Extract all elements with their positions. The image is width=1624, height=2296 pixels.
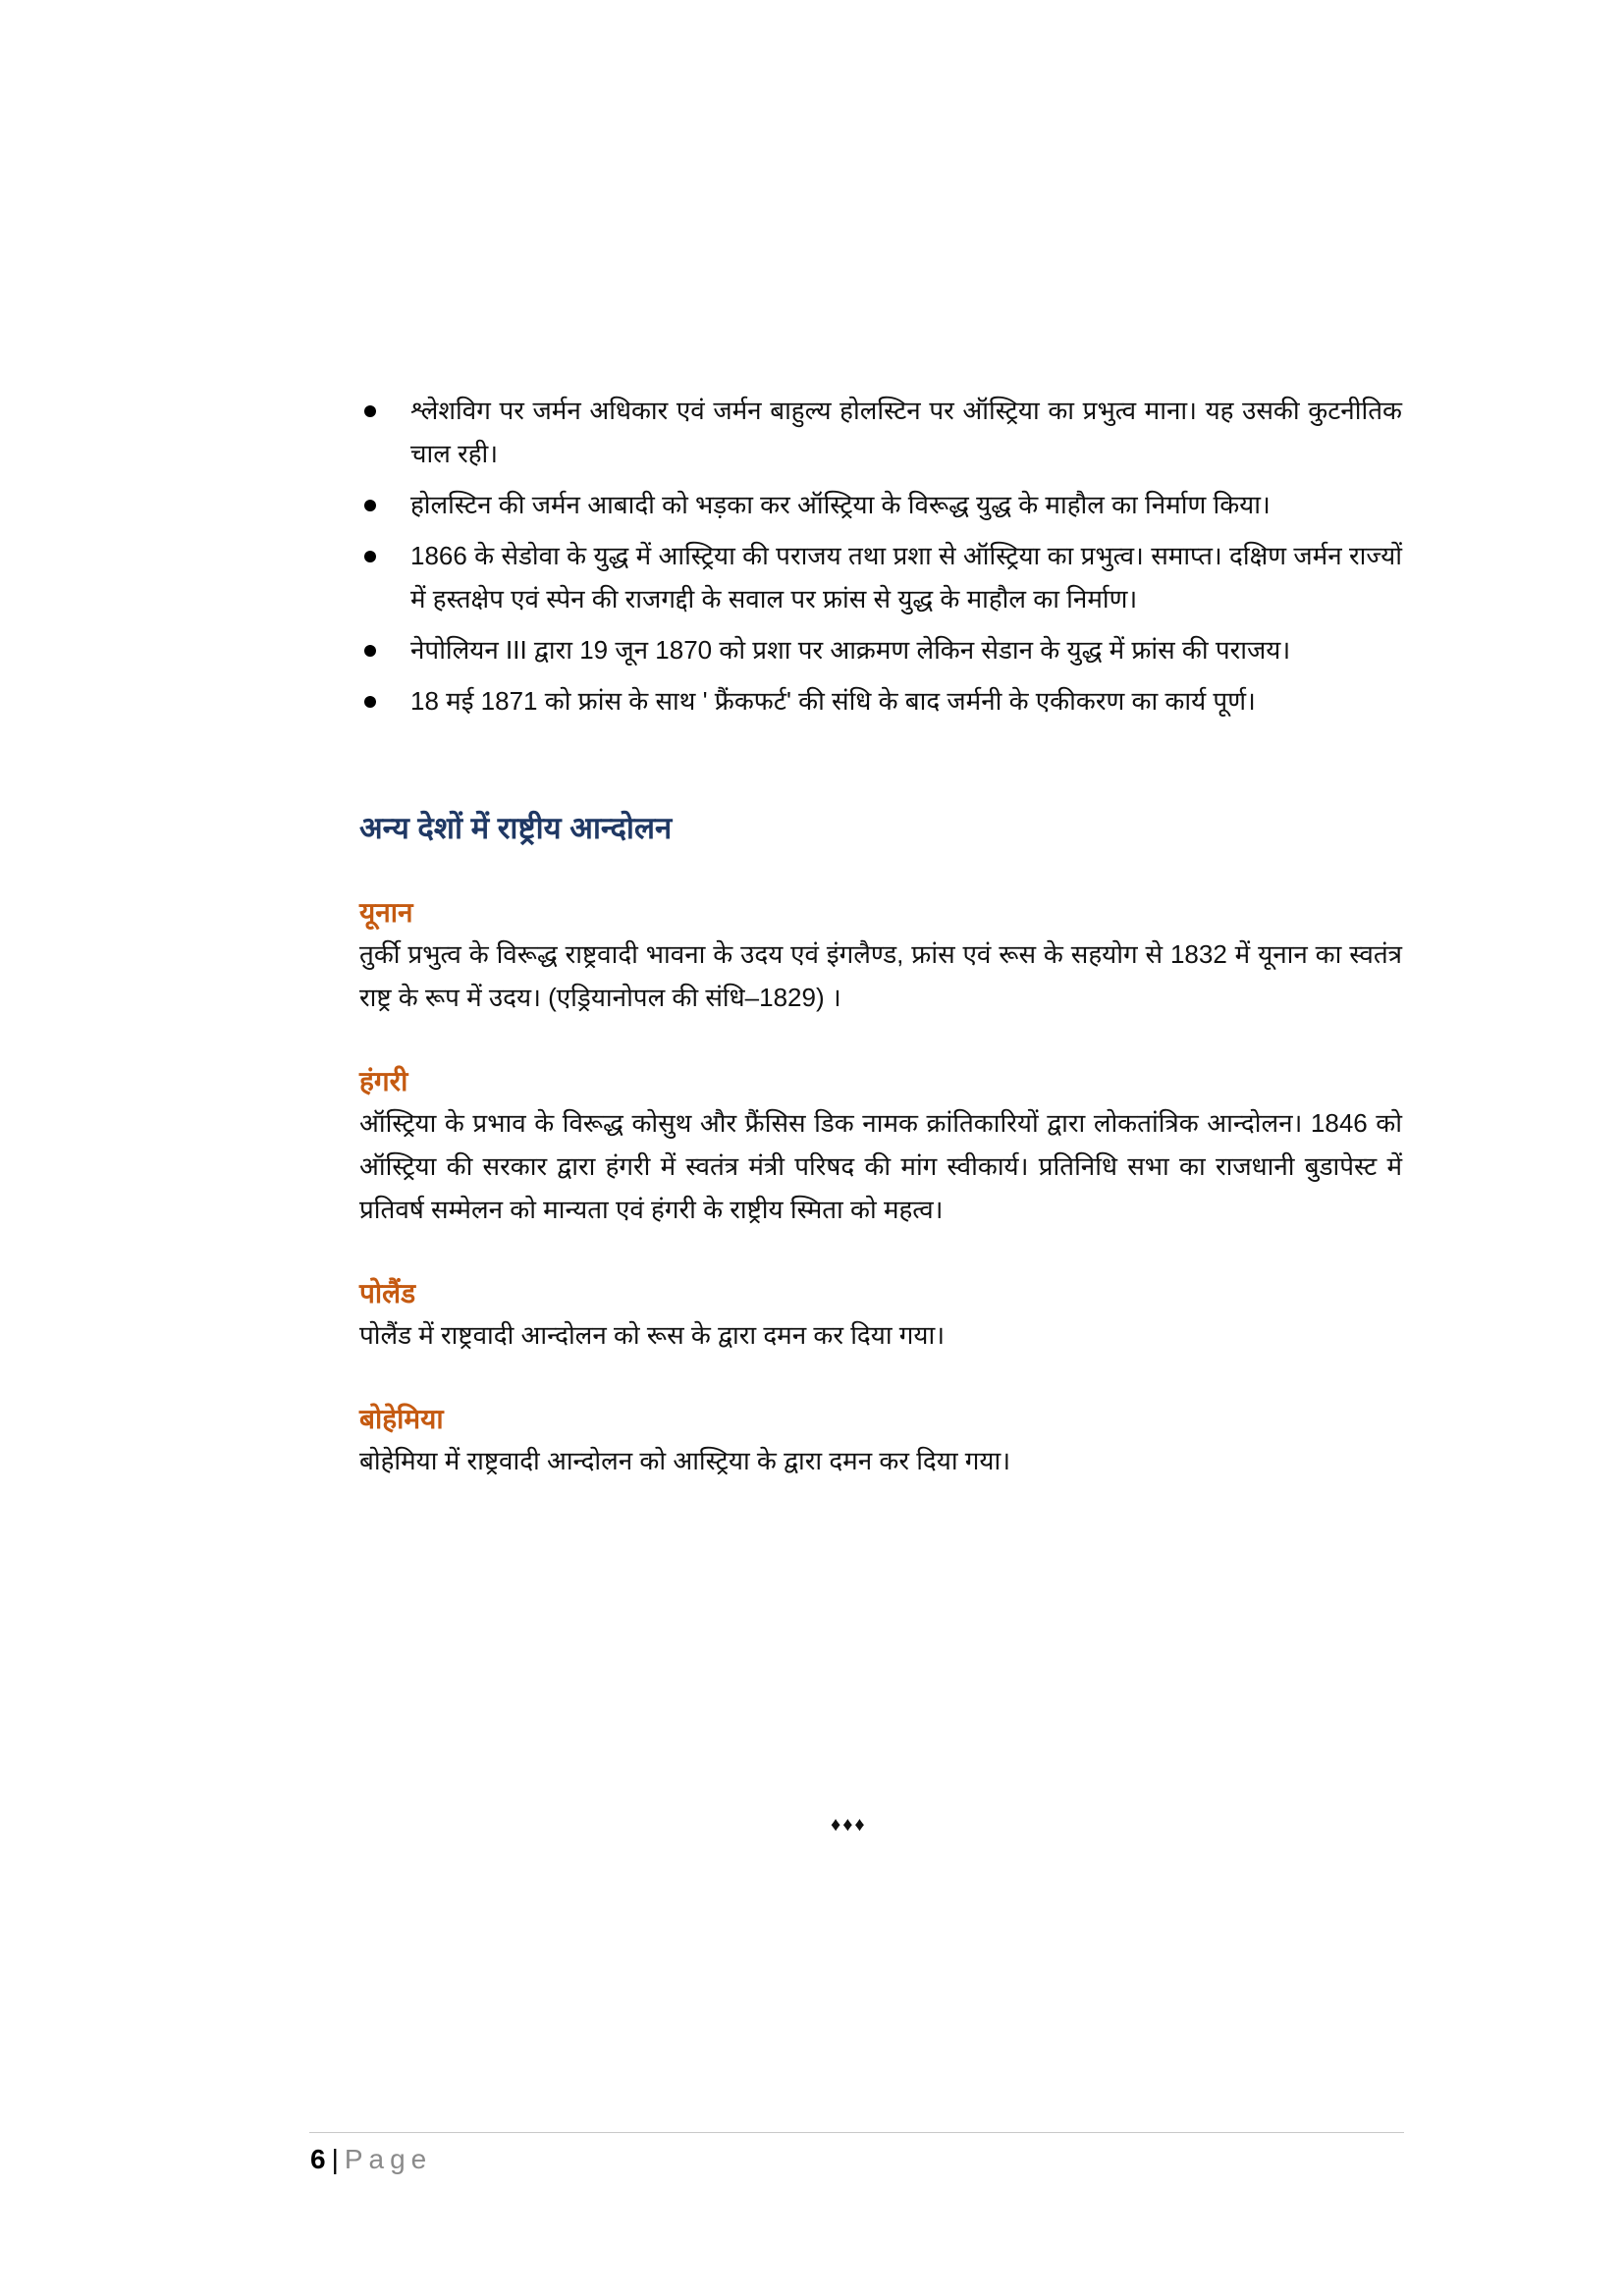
bullet-icon [364,500,376,511]
bullet-item [359,679,1402,722]
footer-rule [309,2132,1404,2133]
country-text: तुर्की प्रभुत्व के विरूद्ध राष्ट्रवादी भावना के उदय एवं इंगलैण्ड, फ्रांस एवं रूस के सहयोग से 1832 में यूनान का स्वतंत्र राष्ट्र के रूप में उदय। (एड्रियानोपल की संधि–1829) । [359,939,1402,1012]
country-heading: बोहेमिया [359,1404,444,1434]
bullet-list [359,389,1402,722]
bullet-text: होलस्टिन की जर्मन आबादी को भड़का कर ऑस्ट्रिया के विरूद्ध युद्ध के माहौल का निर्माण किया। [410,490,1271,519]
bullet-item [359,534,1402,620]
country-heading: हंगरी [359,1066,408,1096]
section-heading: अन्य देशों में राष्ट्रीय आन्दोलन [359,811,673,845]
bullet-item [359,389,1402,475]
country-text: ऑस्ट्रिया के प्रभाव के विरूद्ध कोसुथ और फ्रैंसिस डिक नामक क्रांतिकारियों द्वारा लोकतांत्रिक आन्दोलन। 1846 को ऑस्ट्रिया की सरकार द्वारा हंगरी में स्वतंत्र मंत्री परिषद की मांग स्वीकार्य। प्रतिनिधि सभा का राजधानी बुडापेस्ट में प्रतिवर्ष सम्मेलन को मान्यता एवं हंगरी के राष्ट्रीय स्मिता को महत्व। [359,1108,1402,1224]
page-content [359,389,1402,1482]
country-section-greece [359,893,1402,1019]
bullet-text: 18 मई 1871 को फ्रांस के साथ ' फ्रैंकफर्ट' की संधि के बाद जर्मनी के एकीकरण का कार्य पूर्ण। [410,686,1256,716]
bullet-text: श्लेशविग पर जर्मन अधिकार एवं जर्मन बाहुल्य होलस्टिन पर ऑस्ट्रिया का प्रभुत्व माना। यह उसकी कुटनीतिक चाल रही। [410,396,1402,468]
country-section-poland [359,1274,1402,1357]
country-section-hungary [359,1062,1402,1231]
country-section-bohemia [359,1400,1402,1482]
page-label: Page [344,2144,433,2174]
page-number: 6 [310,2144,326,2174]
bullet-text: 1866 के सेडोवा के युद्ध में आस्ट्रिया की पराजय तथा प्रशा से ऑस्ट्रिया का प्रभुत्व। समाप्त। दक्षिण जर्मन राज्यों में हस्तक्षेप एवं स्पेन की राजगद्दी के सवाल पर फ्रांस से युद्ध के माहौल का निर्माण। [410,541,1402,614]
page-footer [310,2142,432,2177]
diamond-divider-icon: ♦♦♦ [831,1814,867,1836]
bullet-item [359,628,1402,671]
bullet-item [359,483,1402,526]
bullet-icon [364,696,376,708]
country-heading: यूनान [359,897,413,928]
bullet-text: नेपोलियन III द्वारा 19 जून 1870 को प्रशा पर आक्रमण लेकिन सेडान के युद्ध में फ्रांस की पराजय। [410,635,1291,665]
footer-separator: | [331,2144,339,2174]
country-text: पोलैंड में राष्ट्रवादी आन्दोलन को रूस के द्वारा दमन कर दिया गया। [359,1320,946,1350]
bullet-icon [364,405,376,417]
country-text: बोहेमिया में राष्ट्रवादी आन्दोलन को आस्ट्रिया के द्वारा दमन कर दिया गया। [359,1446,1011,1475]
country-heading: पोलैंड [359,1278,416,1308]
bullet-icon [364,645,376,657]
bullet-icon [364,551,376,562]
